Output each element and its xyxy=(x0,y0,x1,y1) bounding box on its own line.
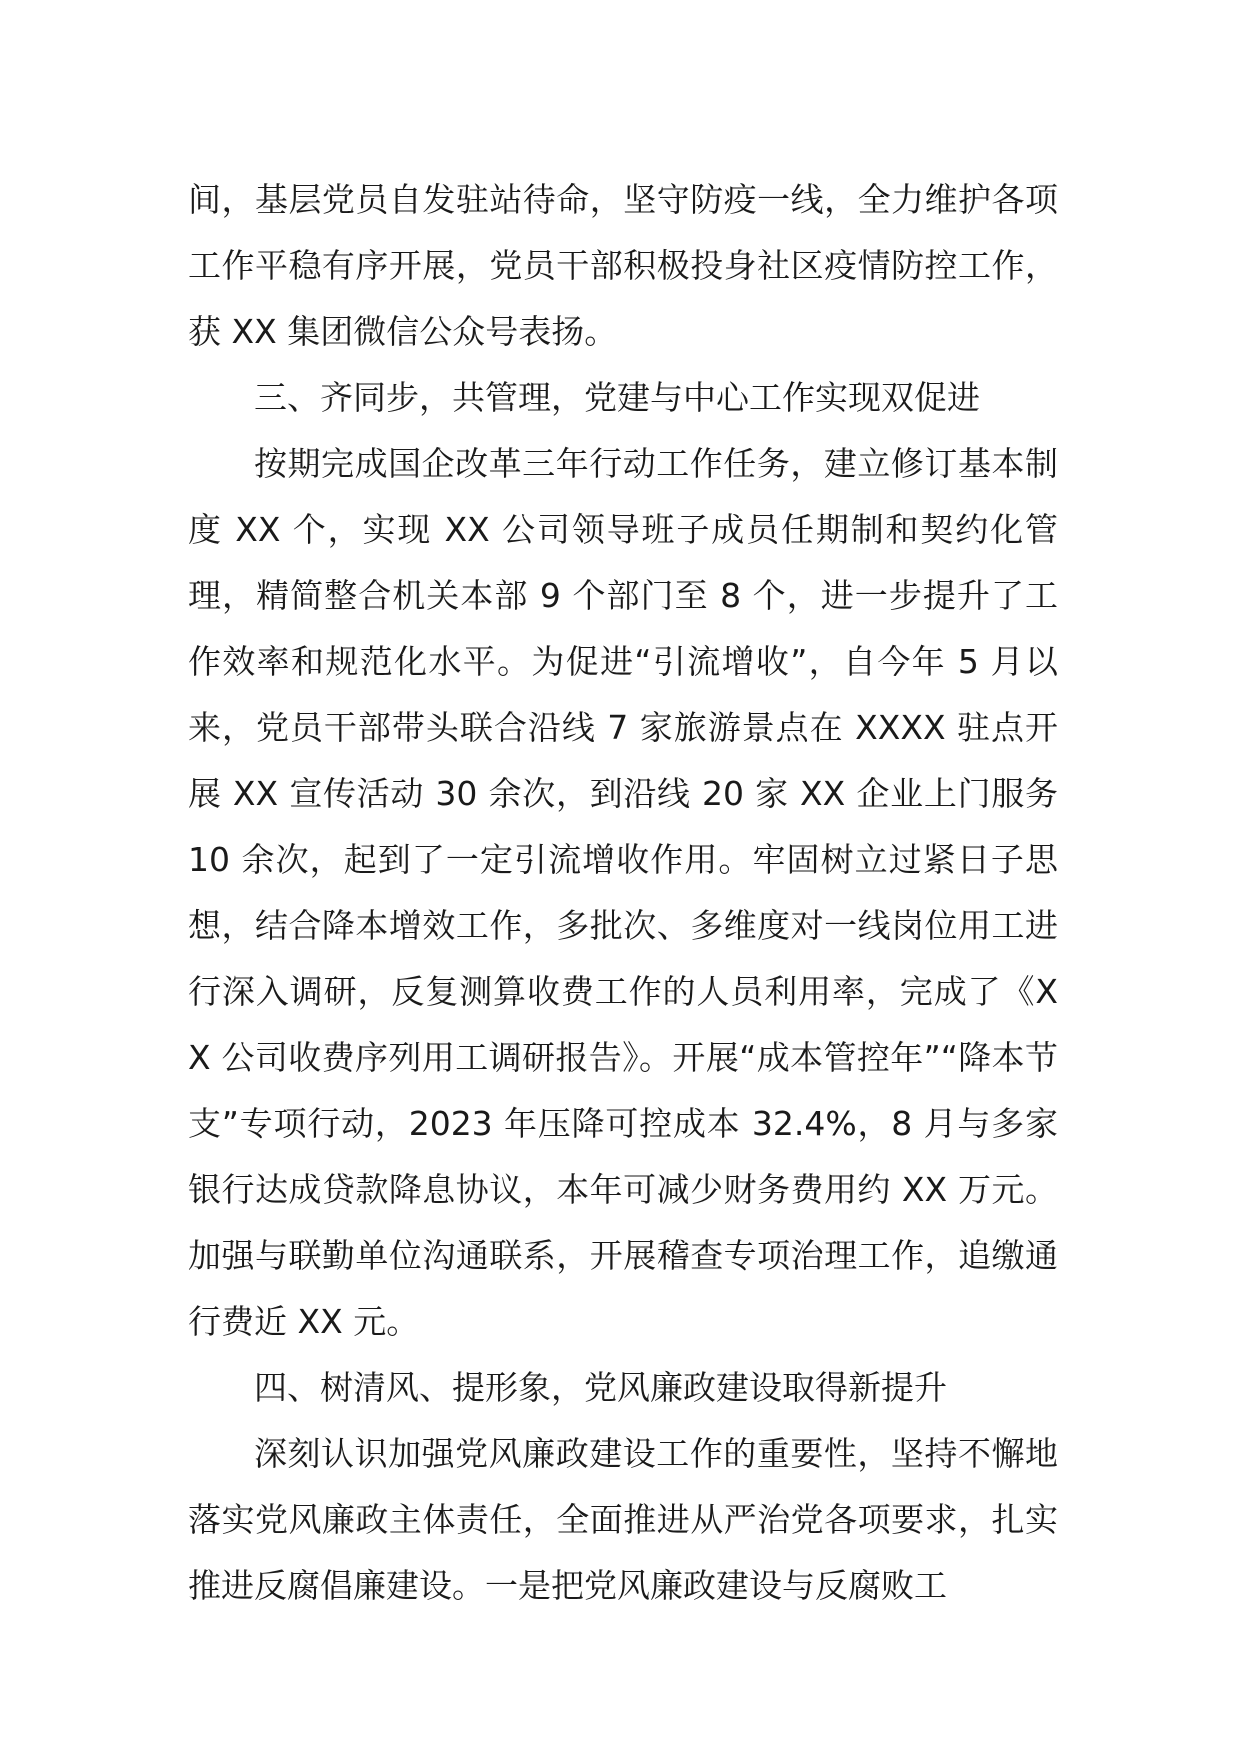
section-heading-4: 四、树清风、提形象，党风廉政建设取得新提升 xyxy=(254,1368,947,1407)
paragraph-continued: 间，基层党员自发驻站待命，坚守防疫一线，全力维护各项工作平稳有序开展，党员干部积极投身社区疫情防控工作，获 XX 集团微信公众号表扬。 xyxy=(188,180,1058,351)
paragraph-section-3: 按期完成国企改革三年行动工作任务，建立修订基本制度 XX 个，实现 XX 公司领导班子成员任期制和契约化管理，精简整合机关本部 9 个部门至 8 个，进一步提升了工作效率和规范化水平。为促进“引流增收”，自今年 5 月以来，党员干部带头联合沿线 7 家旅游景点在 XXXX 驻点开展 XX 宣传活动 30 余次，到沿线 20 家 XX 企业上门服务 10 余次，起到了一定引流增收作用。牢固树立过紧日子思想，结合降本增效工作，多批次、多维度对一线岗位用工进行深入调研，反复测算收费工作的人员利用率，完成了《XX 公司收费序列用工调研报告》。开展“成本管控年”“降本节支”专项行动，2023 年压降可控成本 32.4%，8 月与多家银行达成贷款降息协议，本年可减少财务费用约 XX 万元。加强与联勤单位沟通联系，开展稽查专项治理工作，追缴通行费近 XX 元。 xyxy=(188,444,1058,1341)
section-heading-3: 三、齐同步，共管理，党建与中心工作实现双促进 xyxy=(254,378,980,417)
paragraph-section-4: 深刻认识加强党风廉政建设工作的重要性，坚持不懈地落实党风廉政主体责任，全面推进从严治党各项要求，扎实推进反腐倡廉建设。一是把党风廉政建设与反腐败工 xyxy=(188,1434,1058,1605)
document-body xyxy=(188,167,1058,1619)
